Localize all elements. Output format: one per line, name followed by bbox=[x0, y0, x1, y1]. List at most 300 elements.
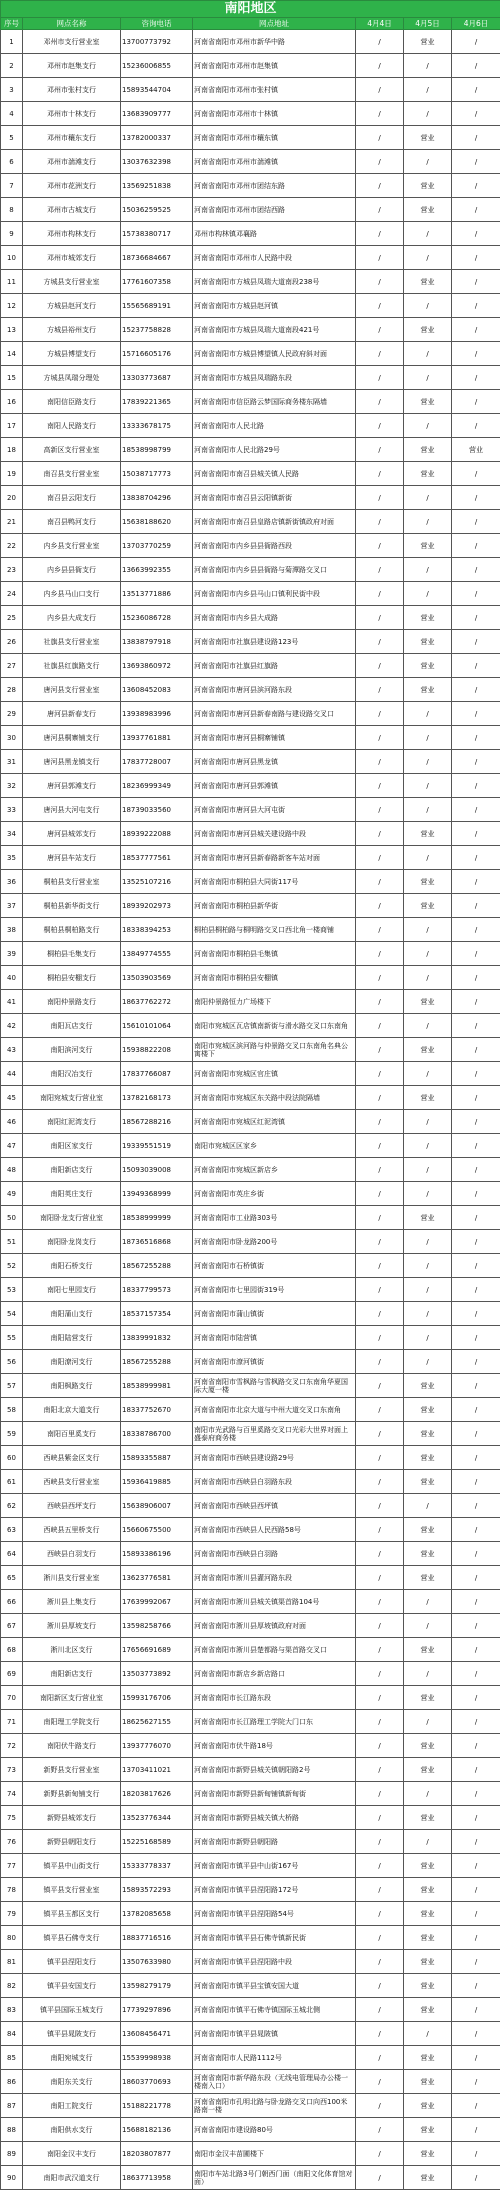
table-row bbox=[1, 1662, 500, 1686]
cell-address: 河南省南阳市西峡县人民西路58号 bbox=[193, 1518, 356, 1542]
cell-apr4: / bbox=[356, 54, 404, 78]
cell-apr6: / bbox=[452, 1542, 500, 1566]
cell-index: 40 bbox=[1, 966, 23, 990]
cell-apr4: / bbox=[356, 2094, 404, 2118]
table-row bbox=[1, 1758, 500, 1782]
cell-apr4: / bbox=[356, 2166, 404, 2190]
cell-apr6: / bbox=[452, 126, 500, 150]
cell-address: 河南省南阳市卧龙路200号 bbox=[193, 1230, 356, 1254]
cell-phone: 13507633980 bbox=[121, 1950, 193, 1974]
cell-phone: 15236086728 bbox=[121, 606, 193, 630]
cell-apr4: / bbox=[356, 2070, 404, 2094]
table-body bbox=[1, 30, 500, 2190]
cell-index: 13 bbox=[1, 318, 23, 342]
cell-branch-name: 南阳百里奚支行 bbox=[23, 1422, 121, 1446]
table-row bbox=[1, 1830, 500, 1854]
cell-apr5: 营业 bbox=[404, 462, 452, 486]
cell-phone: 18736684667 bbox=[121, 246, 193, 270]
table-row bbox=[1, 102, 500, 126]
cell-apr4: / bbox=[356, 918, 404, 942]
cell-index: 85 bbox=[1, 2046, 23, 2070]
cell-apr5: / bbox=[404, 1782, 452, 1806]
cell-index: 12 bbox=[1, 294, 23, 318]
cell-phone: 17837766087 bbox=[121, 1062, 193, 1086]
cell-index: 15 bbox=[1, 366, 23, 390]
cell-branch-name: 南阳人民路支行 bbox=[23, 414, 121, 438]
cell-branch-name: 内乡县大成支行 bbox=[23, 606, 121, 630]
cell-apr6: / bbox=[452, 102, 500, 126]
cell-phone: 13703770259 bbox=[121, 534, 193, 558]
cell-apr5: / bbox=[404, 246, 452, 270]
table-row bbox=[1, 270, 500, 294]
table-row bbox=[1, 294, 500, 318]
cell-apr5: / bbox=[404, 918, 452, 942]
cell-index: 71 bbox=[1, 1710, 23, 1734]
cell-branch-name: 方城县裕州支行 bbox=[23, 318, 121, 342]
cell-phone: 13703411021 bbox=[121, 1758, 193, 1782]
cell-address: 河南省南阳市新野县新甸铺镇新甸街 bbox=[193, 1782, 356, 1806]
cell-branch-name: 唐河县郭滩支行 bbox=[23, 774, 121, 798]
cell-index: 75 bbox=[1, 1806, 23, 1830]
cell-address: 河南省南阳市南召县皇路店镇新街镇政府对面 bbox=[193, 510, 356, 534]
table-row bbox=[1, 1542, 500, 1566]
table-row bbox=[1, 1062, 500, 1086]
cell-address: 河南省南阳市唐河县新春南路与建设路交叉口 bbox=[193, 702, 356, 726]
table-row bbox=[1, 1518, 500, 1542]
cell-address: 河南省南阳市桐柏县安棚镇 bbox=[193, 966, 356, 990]
cell-apr4: / bbox=[356, 1350, 404, 1374]
cell-apr5: / bbox=[404, 1014, 452, 1038]
cell-apr4: / bbox=[356, 1158, 404, 1182]
cell-apr5: 营业 bbox=[404, 1974, 452, 1998]
cell-apr6: / bbox=[452, 1206, 500, 1230]
cell-apr4: / bbox=[356, 1518, 404, 1542]
cell-address: 河南省南阳市新野县朝阳路 bbox=[193, 1830, 356, 1854]
table-row bbox=[1, 990, 500, 1014]
cell-phone: 13683909777 bbox=[121, 102, 193, 126]
cell-apr6: / bbox=[452, 1014, 500, 1038]
table-row bbox=[1, 198, 500, 222]
cell-branch-name: 南阳滨河支行 bbox=[23, 1038, 121, 1062]
table-row bbox=[1, 2094, 500, 2118]
cell-phone: 18203817626 bbox=[121, 1782, 193, 1806]
cell-apr6: / bbox=[452, 1230, 500, 1254]
cell-apr5: 营业 bbox=[404, 2070, 452, 2094]
cell-branch-name: 南阳英庄支行 bbox=[23, 1182, 121, 1206]
cell-apr4: / bbox=[356, 870, 404, 894]
cell-branch-name: 社旗县支行营业室 bbox=[23, 630, 121, 654]
table-row bbox=[1, 1398, 500, 1422]
cell-apr4: / bbox=[356, 222, 404, 246]
cell-branch-name: 镇平县支行营业室 bbox=[23, 1878, 121, 1902]
cell-apr6: / bbox=[452, 1326, 500, 1350]
cell-address: 河南省南阳市潦河镇街 bbox=[193, 1350, 356, 1374]
cell-apr6: / bbox=[452, 726, 500, 750]
cell-apr6: / bbox=[452, 486, 500, 510]
cell-apr4: / bbox=[356, 630, 404, 654]
cell-address: 河南省南阳市宛城区官庄镇 bbox=[193, 1062, 356, 1086]
cell-phone: 17837728007 bbox=[121, 750, 193, 774]
cell-apr4: / bbox=[356, 1758, 404, 1782]
cell-apr6: / bbox=[452, 1110, 500, 1134]
cell-index: 17 bbox=[1, 414, 23, 438]
table-row bbox=[1, 54, 500, 78]
table-row bbox=[1, 1710, 500, 1734]
cell-branch-name: 邓州市花洲支行 bbox=[23, 174, 121, 198]
cell-apr4: / bbox=[356, 2142, 404, 2166]
table-row bbox=[1, 942, 500, 966]
cell-phone: 15038717773 bbox=[121, 462, 193, 486]
cell-branch-name: 内乡县支行营业室 bbox=[23, 534, 121, 558]
cell-apr6: / bbox=[452, 750, 500, 774]
cell-branch-name: 南阳蒲山支行 bbox=[23, 1302, 121, 1326]
table-row bbox=[1, 1974, 500, 1998]
cell-apr4: / bbox=[356, 798, 404, 822]
cell-apr5: 营业 bbox=[404, 1446, 452, 1470]
table-row bbox=[1, 1134, 500, 1158]
cell-apr5: / bbox=[404, 294, 452, 318]
cell-address: 河南省南阳市北京大道与中州大道交叉口东南角 bbox=[193, 1398, 356, 1422]
cell-apr6: / bbox=[452, 846, 500, 870]
cell-index: 68 bbox=[1, 1638, 23, 1662]
cell-index: 76 bbox=[1, 1830, 23, 1854]
cell-phone: 18837716516 bbox=[121, 1926, 193, 1950]
cell-apr6: / bbox=[452, 1830, 500, 1854]
cell-address: 河南省南阳市工业路303号 bbox=[193, 1206, 356, 1230]
cell-branch-name: 邓州市构林支行 bbox=[23, 222, 121, 246]
cell-branch-name: 南阳潦河支行 bbox=[23, 1350, 121, 1374]
table-row bbox=[1, 510, 500, 534]
cell-phone: 18603770693 bbox=[121, 2070, 193, 2094]
cell-apr6: / bbox=[452, 942, 500, 966]
cell-apr5: 营业 bbox=[404, 1038, 452, 1062]
cell-apr4: / bbox=[356, 1182, 404, 1206]
cell-apr4: / bbox=[356, 366, 404, 390]
cell-address: 河南省南阳市内乡县县衙路与菊潭路交叉口 bbox=[193, 558, 356, 582]
cell-apr6: / bbox=[452, 1350, 500, 1374]
cell-apr5: / bbox=[404, 1158, 452, 1182]
cell-index: 70 bbox=[1, 1686, 23, 1710]
cell-address: 河南省南阳市镇平县涅阳路54号 bbox=[193, 1902, 356, 1926]
cell-apr5: / bbox=[404, 2022, 452, 2046]
cell-apr4: / bbox=[356, 246, 404, 270]
cell-apr6: / bbox=[452, 198, 500, 222]
cell-apr6: / bbox=[452, 582, 500, 606]
cell-branch-name: 南阳汉冶支行 bbox=[23, 1062, 121, 1086]
cell-index: 16 bbox=[1, 390, 23, 414]
cell-apr6: / bbox=[452, 1566, 500, 1590]
cell-branch-name: 镇平县国际玉城支行 bbox=[23, 1998, 121, 2022]
cell-apr4: / bbox=[356, 1014, 404, 1038]
cell-index: 36 bbox=[1, 870, 23, 894]
table-row bbox=[1, 30, 500, 54]
cell-phone: 13523776344 bbox=[121, 1806, 193, 1830]
cell-index: 80 bbox=[1, 1926, 23, 1950]
cell-phone: 13700773792 bbox=[121, 30, 193, 54]
cell-apr5: / bbox=[404, 1110, 452, 1134]
cell-address: 河南省南阳市镇平石佛寺镇国际玉城北侧 bbox=[193, 1998, 356, 2022]
cell-apr4: / bbox=[356, 2022, 404, 2046]
cell-index: 30 bbox=[1, 726, 23, 750]
cell-apr5: / bbox=[404, 942, 452, 966]
cell-branch-name: 内乡县马山口支行 bbox=[23, 582, 121, 606]
cell-index: 49 bbox=[1, 1182, 23, 1206]
cell-apr5: / bbox=[404, 222, 452, 246]
cell-phone: 18637713958 bbox=[121, 2166, 193, 2190]
cell-apr5: 营业 bbox=[404, 1542, 452, 1566]
cell-apr6: / bbox=[452, 2070, 500, 2094]
cell-apr5: / bbox=[404, 78, 452, 102]
cell-address: 河南省南阳市人民北路 bbox=[193, 414, 356, 438]
cell-apr5: / bbox=[404, 1278, 452, 1302]
cell-apr4: / bbox=[356, 1998, 404, 2022]
table-row bbox=[1, 1926, 500, 1950]
cell-address: 河南省南阳市社旗县建设路123号 bbox=[193, 630, 356, 654]
table-row bbox=[1, 870, 500, 894]
table-row bbox=[1, 438, 500, 462]
cell-apr4: / bbox=[356, 1494, 404, 1518]
cell-apr6: / bbox=[452, 1998, 500, 2022]
cell-apr4: / bbox=[356, 774, 404, 798]
cell-apr4: / bbox=[356, 414, 404, 438]
cell-address: 河南省南阳市南召县云阳镇新街 bbox=[193, 486, 356, 510]
cell-apr5: 营业 bbox=[404, 390, 452, 414]
cell-index: 9 bbox=[1, 222, 23, 246]
cell-phone: 18739033560 bbox=[121, 798, 193, 822]
cell-phone: 15893544704 bbox=[121, 78, 193, 102]
cell-phone: 13333678175 bbox=[121, 414, 193, 438]
cell-apr5: / bbox=[404, 1062, 452, 1086]
cell-index: 66 bbox=[1, 1590, 23, 1614]
cell-apr4: / bbox=[356, 1110, 404, 1134]
cell-address: 河南省南阳市唐河县滨河路东段 bbox=[193, 678, 356, 702]
cell-phone: 18538999981 bbox=[121, 1374, 193, 1398]
cell-index: 18 bbox=[1, 438, 23, 462]
cell-index: 81 bbox=[1, 1950, 23, 1974]
cell-index: 2 bbox=[1, 54, 23, 78]
cell-branch-name: 南阳宛城支行营业室 bbox=[23, 1086, 121, 1110]
cell-apr5: / bbox=[404, 1350, 452, 1374]
cell-apr4: / bbox=[356, 318, 404, 342]
cell-apr4: / bbox=[356, 486, 404, 510]
cell-branch-name: 桐柏县新华街支行 bbox=[23, 894, 121, 918]
cell-address: 河南省南阳市唐河县新春路新客车站对面 bbox=[193, 846, 356, 870]
cell-apr5: / bbox=[404, 798, 452, 822]
cell-address: 河南省南阳市唐河县黑龙镇 bbox=[193, 750, 356, 774]
cell-apr6: / bbox=[452, 894, 500, 918]
table-row bbox=[1, 822, 500, 846]
cell-index: 46 bbox=[1, 1110, 23, 1134]
cell-apr4: / bbox=[356, 1638, 404, 1662]
cell-phone: 15237758828 bbox=[121, 318, 193, 342]
cell-phone: 15225168589 bbox=[121, 1830, 193, 1854]
cell-branch-name: 高新区支行营业室 bbox=[23, 438, 121, 462]
cell-apr4: / bbox=[356, 2046, 404, 2070]
cell-index: 77 bbox=[1, 1854, 23, 1878]
cell-index: 6 bbox=[1, 150, 23, 174]
cell-apr5: / bbox=[404, 1710, 452, 1734]
cell-apr5: / bbox=[404, 558, 452, 582]
cell-apr5: 营业 bbox=[404, 1086, 452, 1110]
cell-address: 河南省南阳市淅川县楚都路与渠首路交叉口 bbox=[193, 1638, 356, 1662]
cell-phone: 13693860972 bbox=[121, 654, 193, 678]
cell-apr5: 营业 bbox=[404, 870, 452, 894]
sheet-title: 南阳地区 bbox=[1, 1, 500, 18]
cell-index: 31 bbox=[1, 750, 23, 774]
cell-phone: 15938822208 bbox=[121, 1038, 193, 1062]
cell-address: 河南省南阳市镇平县涅阳路172号 bbox=[193, 1878, 356, 1902]
cell-index: 73 bbox=[1, 1758, 23, 1782]
cell-index: 78 bbox=[1, 1878, 23, 1902]
cell-phone: 15716605176 bbox=[121, 342, 193, 366]
cell-index: 64 bbox=[1, 1542, 23, 1566]
cell-apr4: / bbox=[356, 1254, 404, 1278]
cell-apr5: 营业 bbox=[404, 2094, 452, 2118]
cell-apr5: 营业 bbox=[404, 1422, 452, 1446]
cell-apr6: / bbox=[452, 2046, 500, 2070]
table-row bbox=[1, 606, 500, 630]
cell-apr4: / bbox=[356, 1734, 404, 1758]
cell-apr6: / bbox=[452, 1278, 500, 1302]
cell-branch-name: 唐河县车站支行 bbox=[23, 846, 121, 870]
cell-index: 82 bbox=[1, 1974, 23, 1998]
cell-phone: 18337752670 bbox=[121, 1398, 193, 1422]
cell-branch-name: 淅川县厚坡支行 bbox=[23, 1614, 121, 1638]
cell-phone: 18236999349 bbox=[121, 774, 193, 798]
cell-apr4: / bbox=[356, 1806, 404, 1830]
cell-branch-name: 南召县云阳支行 bbox=[23, 486, 121, 510]
table-row bbox=[1, 1614, 500, 1638]
cell-apr5: 营业 bbox=[404, 606, 452, 630]
cell-address: 河南省南阳市宛城区红泥湾镇 bbox=[193, 1110, 356, 1134]
cell-address: 河南省南阳市方城县凤瑞路东段 bbox=[193, 366, 356, 390]
cell-apr4: / bbox=[356, 558, 404, 582]
cell-address: 河南省南阳市七里园街319号 bbox=[193, 1278, 356, 1302]
cell-apr5: 营业 bbox=[404, 894, 452, 918]
cell-index: 65 bbox=[1, 1566, 23, 1590]
cell-apr6: / bbox=[452, 1446, 500, 1470]
cell-phone: 17739297896 bbox=[121, 1998, 193, 2022]
table-row bbox=[1, 1350, 500, 1374]
cell-index: 21 bbox=[1, 510, 23, 534]
cell-branch-name: 南召县鸭河支行 bbox=[23, 510, 121, 534]
cell-phone: 15638906007 bbox=[121, 1494, 193, 1518]
table-row bbox=[1, 630, 500, 654]
cell-address: 邓州市构林镇邓襄路 bbox=[193, 222, 356, 246]
cell-apr4: / bbox=[356, 1398, 404, 1422]
cell-phone: 13525107216 bbox=[121, 870, 193, 894]
cell-phone: 13937776070 bbox=[121, 1734, 193, 1758]
cell-apr5: 营业 bbox=[404, 678, 452, 702]
header-apr6: 4月6日 bbox=[452, 18, 500, 30]
cell-phone: 19339551519 bbox=[121, 1134, 193, 1158]
cell-apr5: / bbox=[404, 1830, 452, 1854]
cell-phone: 15893386196 bbox=[121, 1542, 193, 1566]
cell-address: 河南省南阳市邓州市团结东路 bbox=[193, 174, 356, 198]
cell-apr6: / bbox=[452, 1806, 500, 1830]
table-row bbox=[1, 702, 500, 726]
cell-apr5: 营业 bbox=[404, 1206, 452, 1230]
cell-phone: 18537157354 bbox=[121, 1302, 193, 1326]
cell-apr5: 营业 bbox=[404, 1878, 452, 1902]
cell-apr4: / bbox=[356, 438, 404, 462]
cell-address: 河南省南阳市西峡县白羽路 bbox=[193, 1542, 356, 1566]
cell-apr6: / bbox=[452, 1854, 500, 1878]
cell-apr6: / bbox=[452, 1398, 500, 1422]
cell-apr6: / bbox=[452, 1254, 500, 1278]
cell-apr6: / bbox=[452, 1182, 500, 1206]
cell-apr5: / bbox=[404, 1494, 452, 1518]
table-row bbox=[1, 678, 500, 702]
cell-apr5: / bbox=[404, 486, 452, 510]
cell-phone: 18337799573 bbox=[121, 1278, 193, 1302]
cell-index: 24 bbox=[1, 582, 23, 606]
cell-phone: 18939222088 bbox=[121, 822, 193, 846]
cell-phone: 18538999999 bbox=[121, 1206, 193, 1230]
cell-branch-name: 镇平县玉都区支行 bbox=[23, 1902, 121, 1926]
cell-index: 87 bbox=[1, 2094, 23, 2118]
table-row bbox=[1, 1566, 500, 1590]
cell-address: 河南省南阳市雪枫路与雪枫路交叉口东南角华夏国际大厦一楼 bbox=[193, 1374, 356, 1398]
cell-apr6: / bbox=[452, 966, 500, 990]
cell-address: 河南省南阳市新华路东段（无线电管理局办公楼一楼南入口） bbox=[193, 2070, 356, 2094]
table-row bbox=[1, 1590, 500, 1614]
cell-apr6: / bbox=[452, 1662, 500, 1686]
cell-apr6: / bbox=[452, 534, 500, 558]
cell-phone: 13608456471 bbox=[121, 2022, 193, 2046]
cell-phone: 18567255288 bbox=[121, 1350, 193, 1374]
cell-index: 3 bbox=[1, 78, 23, 102]
cell-apr4: / bbox=[356, 846, 404, 870]
cell-address: 河南省南阳市方城县博望镇人民政府斜对面 bbox=[193, 342, 356, 366]
cell-index: 63 bbox=[1, 1518, 23, 1542]
cell-index: 8 bbox=[1, 198, 23, 222]
cell-branch-name: 南阳工院支行 bbox=[23, 2094, 121, 2118]
cell-apr5: / bbox=[404, 102, 452, 126]
cell-apr5: 营业 bbox=[404, 1686, 452, 1710]
cell-phone: 18637762272 bbox=[121, 990, 193, 1014]
cell-phone: 13782000337 bbox=[121, 126, 193, 150]
cell-branch-name: 邓州市张村支行 bbox=[23, 78, 121, 102]
cell-address: 河南省南阳市镇平县中山街167号 bbox=[193, 1854, 356, 1878]
cell-apr6: / bbox=[452, 54, 500, 78]
cell-apr5: 营业 bbox=[404, 2046, 452, 2070]
cell-apr4: / bbox=[356, 1446, 404, 1470]
table-row bbox=[1, 1686, 500, 1710]
table-row bbox=[1, 1638, 500, 1662]
cell-address: 河南省南阳市邓州市新华中路 bbox=[193, 30, 356, 54]
cell-index: 5 bbox=[1, 126, 23, 150]
cell-apr6: / bbox=[452, 918, 500, 942]
cell-apr6: / bbox=[452, 2118, 500, 2142]
cell-branch-name: 南阳新区支行营业室 bbox=[23, 1686, 121, 1710]
cell-phone: 15660675500 bbox=[121, 1518, 193, 1542]
cell-apr4: / bbox=[356, 750, 404, 774]
cell-apr6: / bbox=[452, 1686, 500, 1710]
cell-branch-name: 南阳伏牛路支行 bbox=[23, 1734, 121, 1758]
cell-address: 桐柏县桐柏路与桐明路交叉口西北角一楼商铺 bbox=[193, 918, 356, 942]
cell-apr4: / bbox=[356, 966, 404, 990]
cell-apr6: / bbox=[452, 1422, 500, 1446]
cell-apr4: / bbox=[356, 654, 404, 678]
cell-address: 河南省南阳市英庄乡街 bbox=[193, 1182, 356, 1206]
cell-phone: 18338786700 bbox=[121, 1422, 193, 1446]
cell-apr5: / bbox=[404, 366, 452, 390]
cell-phone: 13937761881 bbox=[121, 726, 193, 750]
cell-address: 河南省南阳市新店乡新店路口 bbox=[193, 1662, 356, 1686]
table-row bbox=[1, 366, 500, 390]
cell-address: 河南省南阳市桐柏县新华街 bbox=[193, 894, 356, 918]
